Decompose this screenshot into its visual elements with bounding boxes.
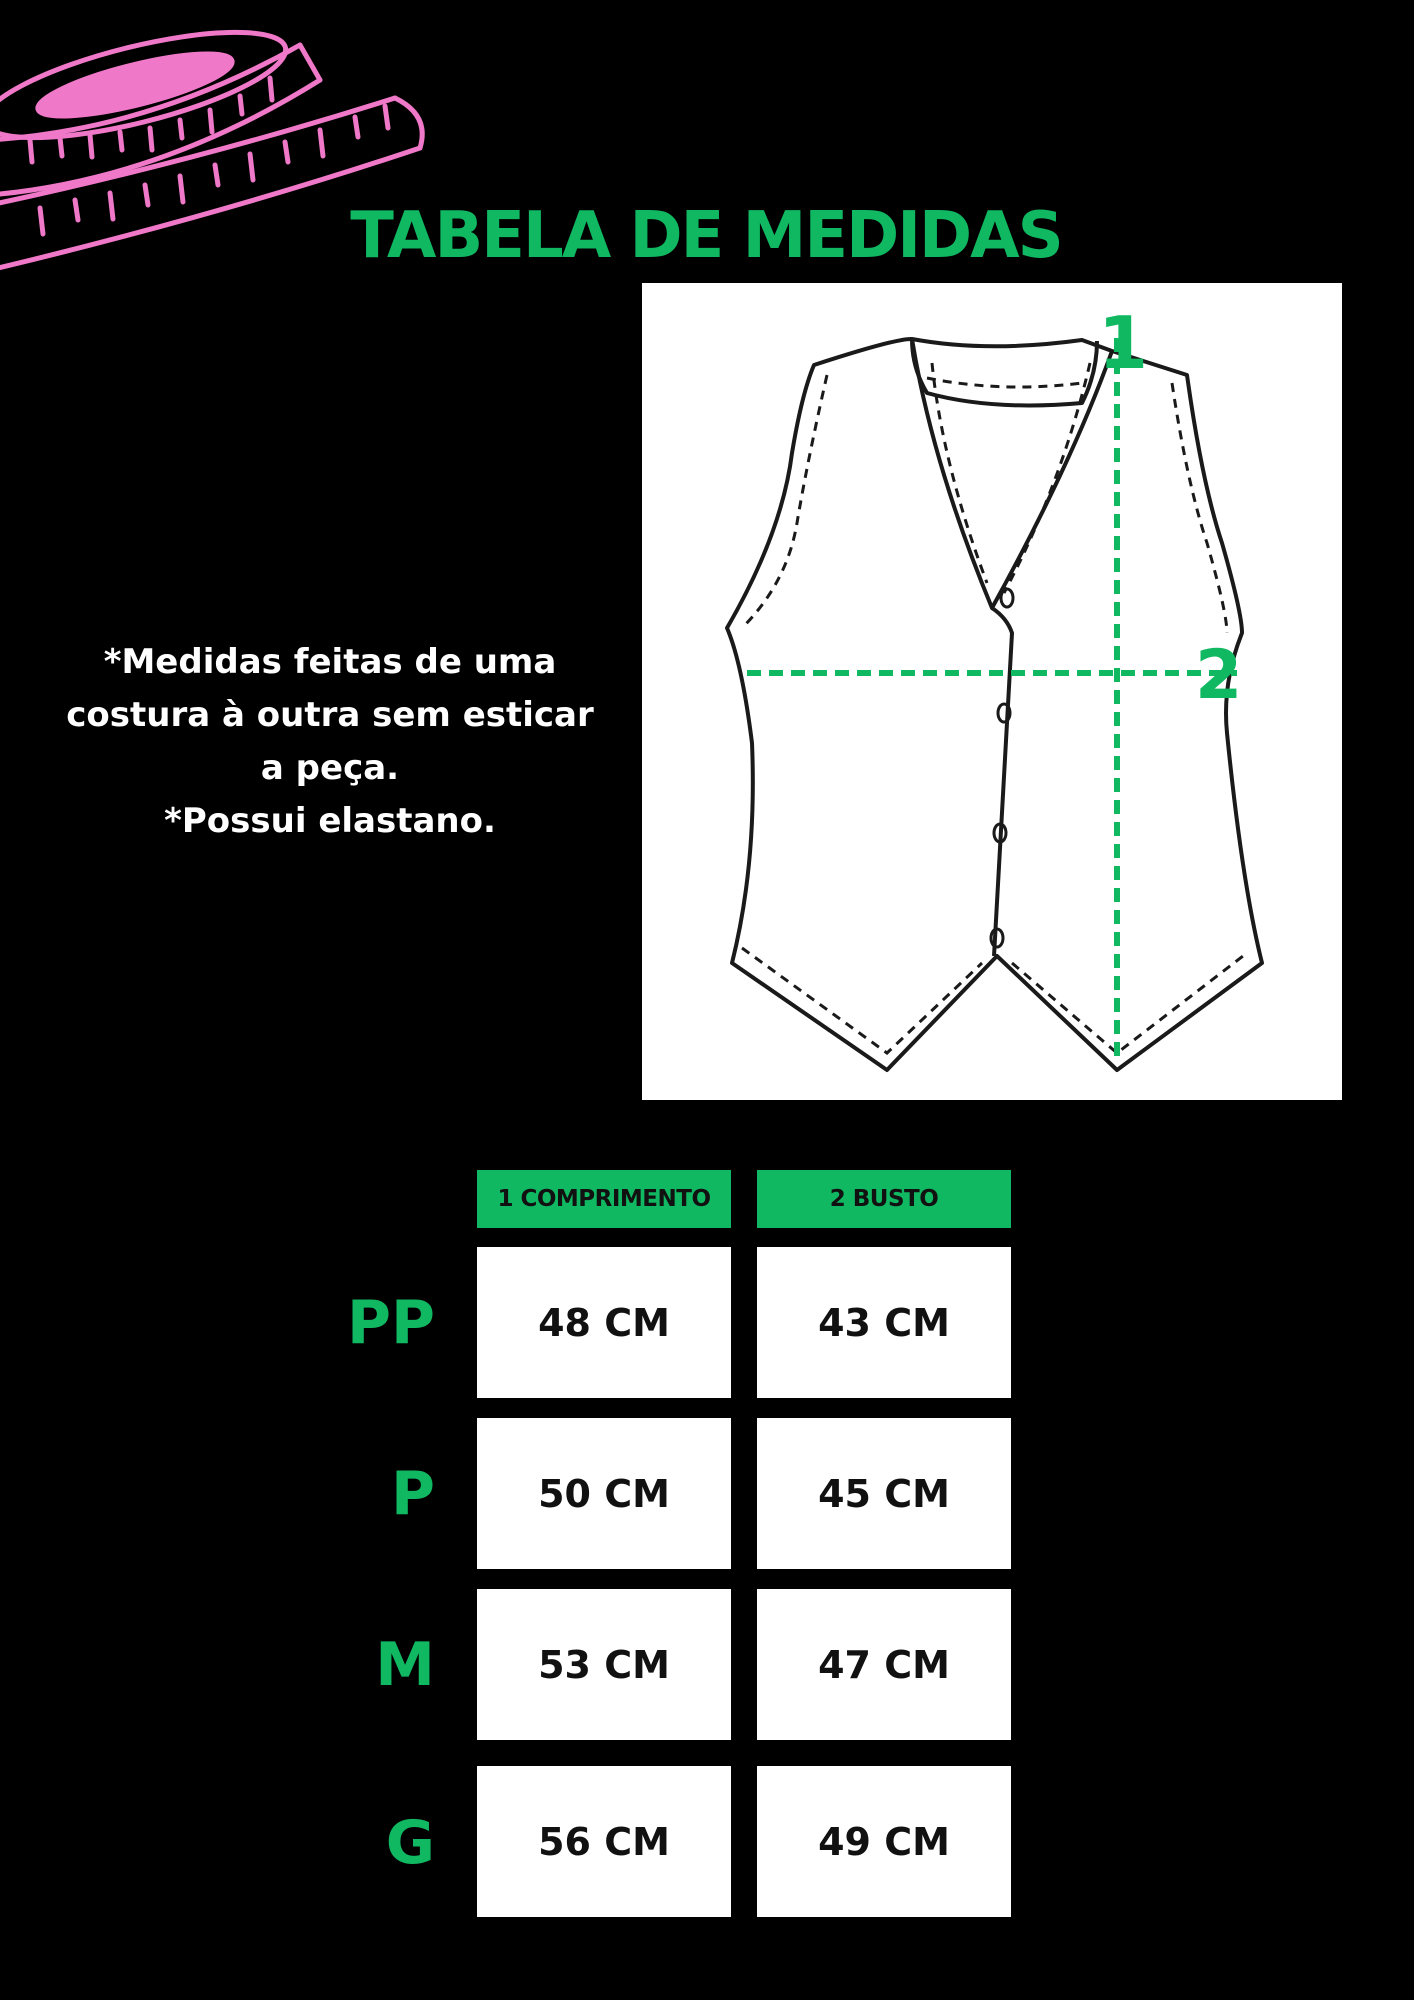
size-label-m: M (375, 1630, 435, 1700)
page-title: TABELA DE MEDIDAS (350, 199, 1062, 273)
header-comprimento: 1 COMPRIMENTO (477, 1170, 731, 1228)
cell-g-comprimento: 56 CM (477, 1766, 731, 1917)
cell-m-comprimento: 53 CM (477, 1589, 731, 1740)
header-busto: 2 BUSTO (757, 1170, 1011, 1228)
measurement-notes (40, 636, 620, 848)
cell-pp-busto: 43 CM (757, 1247, 1011, 1398)
marker-2: 2 (1195, 636, 1243, 715)
cell-p-comprimento: 50 CM (477, 1418, 731, 1569)
note-line: *Medidas feitas de uma (103, 642, 557, 682)
vest-diagram (642, 283, 1342, 1100)
cell-g-busto: 49 CM (757, 1766, 1011, 1917)
note-line: a peça. (260, 748, 400, 788)
size-label-g: G (385, 1808, 435, 1878)
note-line: costura à outra sem esticar (66, 695, 594, 735)
note-line: *Possui elastano. (164, 801, 496, 841)
size-label-pp: PP (347, 1288, 435, 1358)
cell-m-busto: 47 CM (757, 1589, 1011, 1740)
cell-pp-comprimento: 48 CM (477, 1247, 731, 1398)
cell-p-busto: 45 CM (757, 1418, 1011, 1569)
size-label-p: P (391, 1459, 435, 1529)
marker-1: 1 (1098, 301, 1149, 385)
